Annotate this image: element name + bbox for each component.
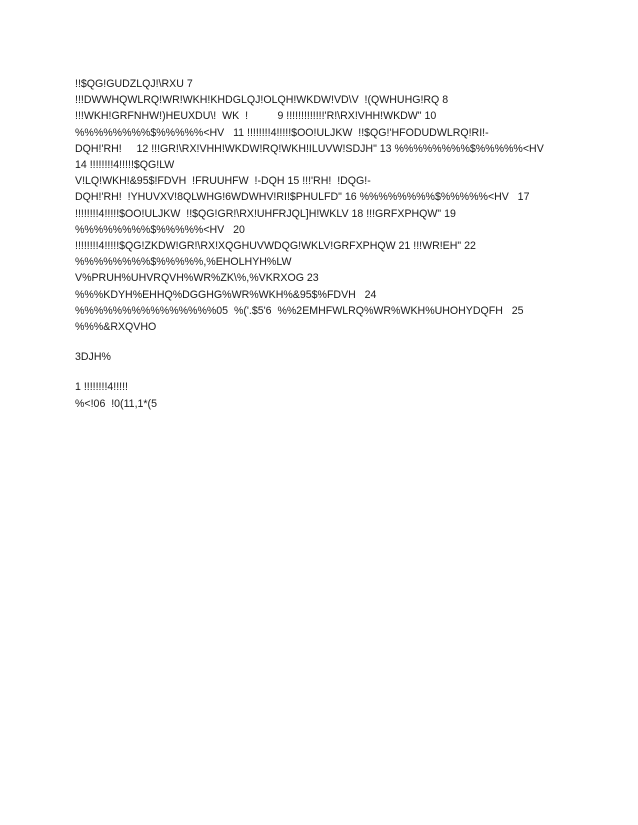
text-line: DQH!'RH! 12 !!!GR!\RX!VHH!WKDW!RQ!WKH!ILUVW!SDJH" 13 %%%%%%%%$%%%%%<HV — [75, 142, 544, 155]
text-line: !!!!!!!!4!!!!!$QG!ZKDW!GR!\RX!XQGHUVWDQG!WKLV!GRFXPHQW 21 !!!WR!EH" 22 — [75, 240, 476, 253]
text-line: !!!WKH!GRFNHW!)HEUXDU\! WK ! 9 !!!!!!!!!!!!!'R!\RX!VHH!WKDW" 10 — [75, 110, 437, 123]
footer-line: %<!06 !0(11,1*(5 — [75, 397, 157, 410]
text-line: %%%%%%%%%%%%%%%05 %('.$5'6 %%2EMHFWLRQ%WR%WKH%UHOHYDQFH 25 — [75, 304, 524, 317]
text-line: V!LQ!WKH!&95$!FDVH !FRUUHFW !-DQH 15 !!!'RH! !DQG!- — [75, 175, 371, 188]
text-line: DQH!'RH! !YHUVXV!8QLWHG!6WDWHV!RI!$PHULFD" 16 %%%%%%%%$%%%%%<HV 17 — [75, 191, 530, 204]
text-line: %%%&RXQVHO — [75, 321, 157, 334]
paragraph-gap — [75, 365, 555, 379]
text-line: !!$QG!GUDZLQJ!\RXU 7 — [75, 78, 193, 90]
text-line: %%%%%%%%$%%%%%<HV 20 — [75, 223, 245, 236]
text-line: !!!DWWHQWLRQ!WR!WKH!KHDGLQJ!OLQH!WKDW!VD\V !(QWHUHG!RQ 8 — [75, 94, 449, 107]
text-line: %%%%%%%%$%%%%%<HV 11 !!!!!!!!4!!!!!$OO!ULJKW !!$QG!'HFODUDWLRQ!RI!- — [75, 126, 489, 139]
text-line: V%PRUH%UHVRQVH%WR%ZK\%,%VKRXOG 23 — [75, 272, 319, 285]
page-label: 3DJH% — [75, 351, 111, 364]
document-body — [75, 76, 555, 412]
text-line: %%%KDYH%EHHQ%DGGHG%WR%WKH%&95$%FDVH 24 — [75, 288, 377, 301]
text-line: 14 !!!!!!!!4!!!!!$QG!LW — [75, 159, 175, 172]
text-line: !!!!!!!!4!!!!!$OO!ULJKW !!$QG!GR!\RX!UHFRJQL]H!WKLV 18 !!!GRFXPHQW" 19 — [75, 207, 456, 220]
footer-line: 1 !!!!!!!!4!!!!! — [75, 381, 128, 394]
text-line: %%%%%%%%$%%%%%,%EHOLHYH%LW — [75, 256, 292, 269]
paragraph-gap — [75, 335, 555, 349]
